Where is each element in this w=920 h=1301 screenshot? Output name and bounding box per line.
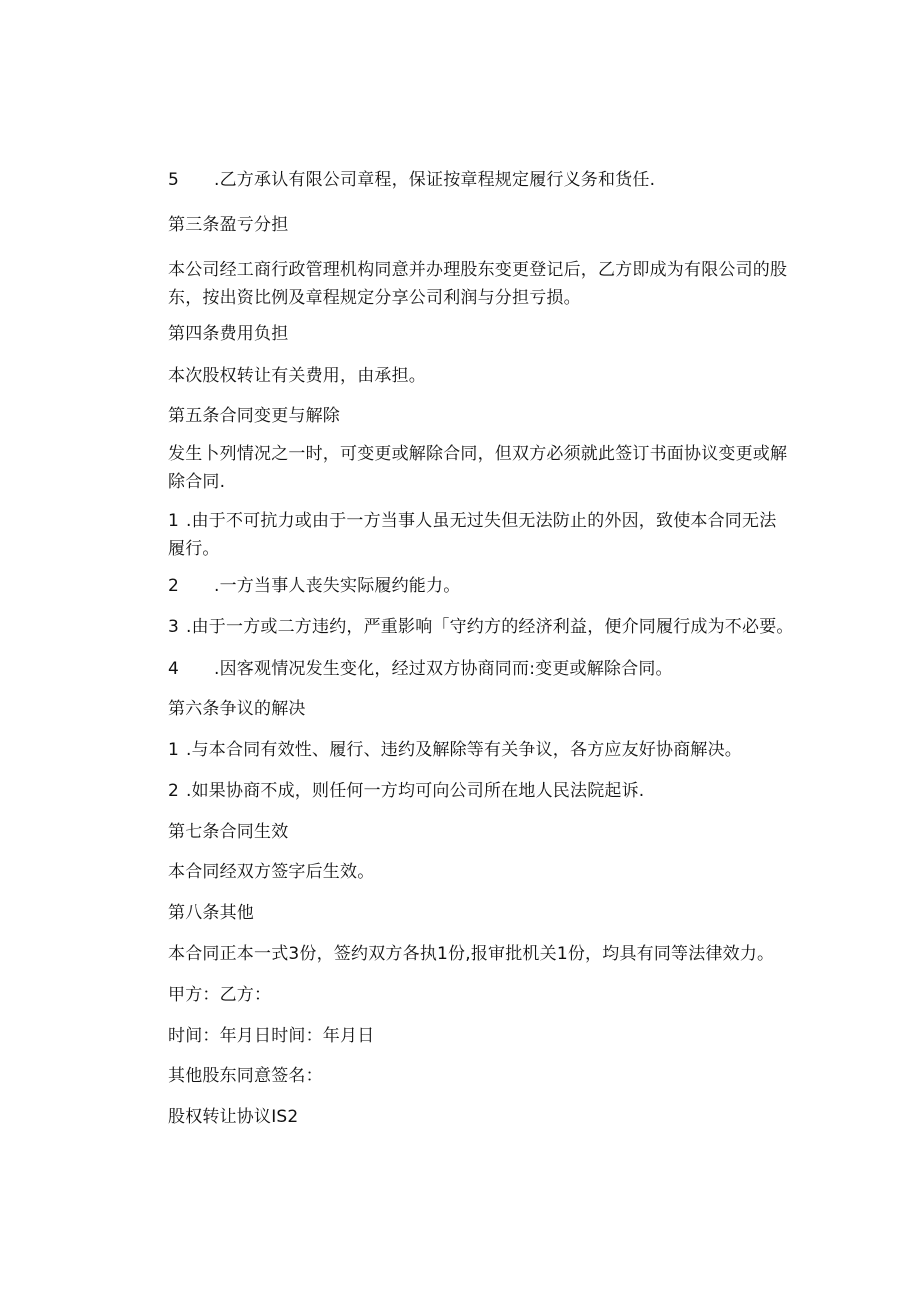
article-5-body: 发生卜列情况之一时，可变更或解除合同，但双方必须就此签订书面协议变更或解除合同. [168, 444, 788, 492]
article-6-title: 第六条争议的解决 [168, 699, 306, 719]
article-8-title: 第八条其他 [168, 903, 254, 923]
dates-line: 时间：年月日时间：年月日 [168, 1026, 375, 1046]
article-3-body: 本公司经工商行政管理机构同意并办理股东变更登记后，乙方即成为有限公司的股东，按出资比例及章程规定分享公司利润与分担亏损。 [168, 260, 788, 308]
article-5-item-3 [168, 613, 794, 641]
parties-signature-line: 甲方：乙方： [168, 985, 272, 1005]
article-3-title: 第三条盈亏分担 [168, 215, 289, 235]
item-text: .与本合同有效性、履行、违约及解除等有关争议，各方应友好协商解决。 [186, 740, 743, 760]
article-5-item-1 [168, 507, 788, 563]
article-7-body: 本合同经双方签字后生效。 [168, 862, 375, 882]
article-4-body: 本次股权转让有关费用，由承担。 [168, 366, 426, 386]
article-5-item-2 [168, 572, 788, 600]
next-document-title: 股权转让协议IS2 [168, 1107, 299, 1127]
item-number: 5 [168, 170, 180, 190]
article-6-item-1 [168, 736, 788, 764]
item-text: .乙方承认有限公司章程，保证按章程规定履行义务和货任. [214, 170, 656, 190]
other-shareholders-signature: 其他股东同意签名： [168, 1066, 323, 1086]
article-5-title: 第五条合同变更与解除 [168, 406, 340, 426]
item-text: .因客观情况发生变化，经过双方协商同而:变更或解除合同。 [214, 659, 673, 679]
clause-item-5 [168, 166, 788, 194]
item-text: .一方当事人丧失实际履约能力。 [214, 576, 461, 596]
item-number: 3 [168, 617, 180, 637]
item-text: .由于一方或二方违约，严重影响「守约方的经济利益，便介同履行成为不必要。 [186, 617, 794, 637]
item-number: 1 [168, 511, 180, 531]
article-6-item-2 [168, 777, 788, 805]
item-number: 1 [168, 740, 180, 760]
item-text: .由于不可抗力或由于一方当事人虽无过失但无法防止的外因，致使本合同无法履行。 [168, 511, 777, 559]
article-7-title: 第七条合同生效 [168, 822, 289, 842]
item-number: 4 [168, 659, 180, 679]
item-number: 2 [168, 576, 180, 596]
article-4-title: 第四条费用负担 [168, 324, 289, 344]
article-8-body: 本合同正本一式3份，签约双方各执1份,报审批机关1份，均具有同等法律效力。 [168, 944, 775, 964]
item-number: 2 [168, 781, 180, 801]
article-5-item-4 [168, 655, 788, 683]
item-text: .如果协商不成，则任何一方均可向公司所在地人民法院起诉. [186, 781, 645, 801]
